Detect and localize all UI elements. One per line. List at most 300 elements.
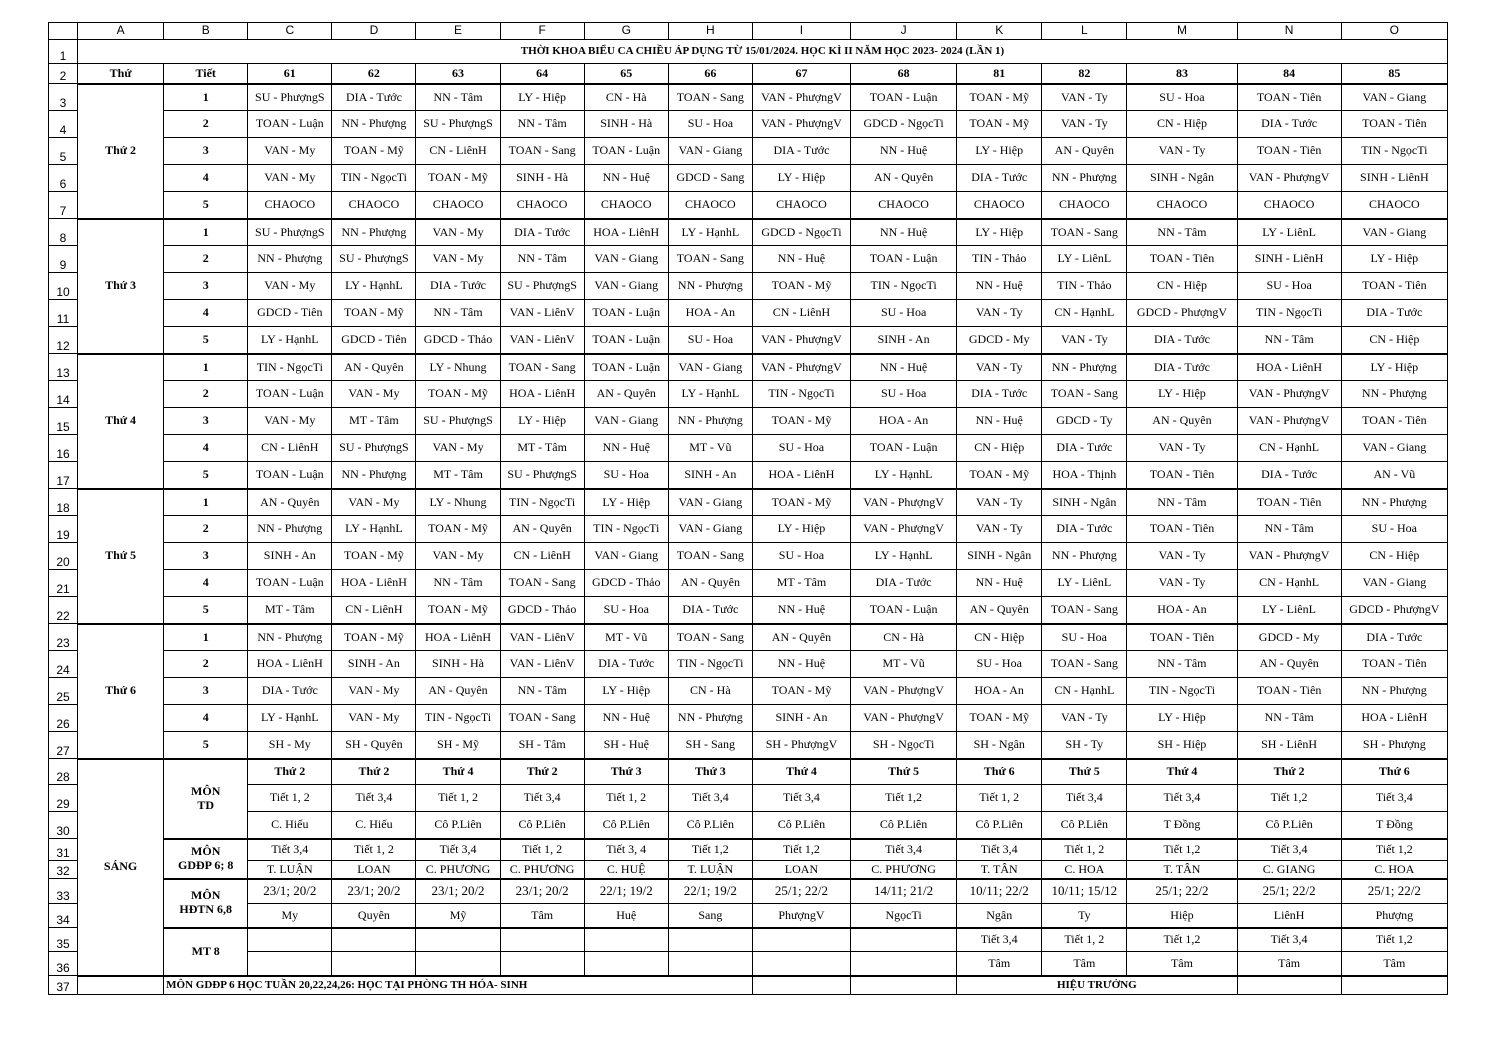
period-number[interactable]: 2 xyxy=(164,111,248,138)
td-teacher[interactable]: Cô P.Liên xyxy=(500,812,584,839)
td-teacher[interactable]: Cô P.Liên xyxy=(668,812,752,839)
footer-note[interactable]: MÔN GDĐP 6 HỌC TUẦN 20,22,24,26: HỌC TẠI PHÒNG TH HÓA- SINH xyxy=(164,976,753,995)
td-period[interactable]: Tiết 3,4 xyxy=(1042,785,1127,812)
day-label[interactable]: Thứ 5 xyxy=(78,489,164,624)
schedule-cell[interactable]: CN - LiênH xyxy=(416,138,500,165)
schedule-cell[interactable]: TIN - NgọcTi xyxy=(851,273,957,300)
schedule-cell[interactable]: NN - Phượng xyxy=(248,624,332,651)
schedule-cell[interactable]: VAN - Giang xyxy=(668,489,752,516)
schedule-cell[interactable]: TOAN - Tiên xyxy=(1341,273,1447,300)
schedule-cell[interactable]: TOAN - Mỹ xyxy=(332,138,416,165)
td-period[interactable]: Tiết 3,4 xyxy=(668,785,752,812)
mt8-period[interactable] xyxy=(416,928,500,952)
schedule-cell[interactable]: TOAN - Sang xyxy=(668,543,752,570)
schedule-cell[interactable]: DIA - Tước xyxy=(1237,111,1341,138)
hdtn-date[interactable]: 10/11; 22/2 xyxy=(957,879,1042,904)
schedule-cell[interactable]: TOAN - Mỹ xyxy=(332,300,416,327)
gddp-teacher[interactable]: C. HUỆ xyxy=(584,861,668,879)
schedule-cell[interactable]: VAN - PhượngV xyxy=(851,489,957,516)
schedule-cell[interactable]: NN - Huệ xyxy=(584,435,668,462)
hdtn-date[interactable]: 23/1; 20/2 xyxy=(500,879,584,904)
td-teacher[interactable]: Cô P.Liên xyxy=(957,812,1042,839)
schedule-cell[interactable]: NN - Phượng xyxy=(248,516,332,543)
row-number[interactable]: 34 xyxy=(49,904,78,928)
gddp-period[interactable]: Tiết 3,4 xyxy=(248,839,332,861)
schedule-cell[interactable]: AN - Quyên xyxy=(957,597,1042,624)
schedule-cell[interactable]: SH - LiênH xyxy=(1237,732,1341,759)
schedule-cell[interactable]: GDCD - My xyxy=(957,327,1042,354)
schedule-cell[interactable]: AN - Quyên xyxy=(416,678,500,705)
schedule-cell[interactable]: NN - Huệ xyxy=(851,138,957,165)
schedule-cell[interactable]: VAN - Ty xyxy=(1127,435,1237,462)
schedule-cell[interactable]: AN - Vũ xyxy=(1341,462,1447,489)
schedule-cell[interactable]: CHAOCO xyxy=(1237,192,1341,219)
schedule-cell[interactable]: TOAN - Tiên xyxy=(1237,678,1341,705)
schedule-cell[interactable]: VAN - PhượngV xyxy=(752,327,850,354)
mt8-teacher[interactable] xyxy=(248,952,332,976)
schedule-cell[interactable]: TOAN - Sang xyxy=(668,84,752,111)
schedule-cell[interactable]: SU - Hoa xyxy=(668,111,752,138)
hdtn-teacher[interactable]: Ngân xyxy=(957,904,1042,928)
schedule-cell[interactable]: VAN - Ty xyxy=(1042,705,1127,732)
schedule-cell[interactable]: SINH - Hà xyxy=(584,111,668,138)
mt8-label[interactable]: MT 8 xyxy=(164,928,248,976)
schedule-cell[interactable]: TIN - NgọcTi xyxy=(500,489,584,516)
td-teacher[interactable]: Cô P.Liên xyxy=(851,812,957,839)
schedule-cell[interactable]: SINH - An xyxy=(248,543,332,570)
period-number[interactable]: 5 xyxy=(164,597,248,624)
schedule-cell[interactable]: AN - Quyên xyxy=(1127,408,1237,435)
schedule-cell[interactable]: NN - Tâm xyxy=(500,111,584,138)
schedule-cell[interactable]: NN - Huệ xyxy=(957,408,1042,435)
td-day[interactable]: Thứ 3 xyxy=(584,759,668,785)
schedule-cell[interactable]: VAN - Ty xyxy=(1127,543,1237,570)
schedule-cell[interactable]: CN - Hà xyxy=(851,624,957,651)
schedule-cell[interactable]: SH - Ty xyxy=(1042,732,1127,759)
schedule-cell[interactable]: VAN - My xyxy=(416,435,500,462)
period-number[interactable]: 3 xyxy=(164,678,248,705)
schedule-cell[interactable]: MT - Vũ xyxy=(668,435,752,462)
schedule-cell[interactable]: DIA - Tước xyxy=(248,678,332,705)
schedule-cell[interactable]: VAN - Ty xyxy=(1042,84,1127,111)
schedule-cell[interactable]: HOA - An xyxy=(668,300,752,327)
schedule-cell[interactable]: TOAN - Luận xyxy=(584,354,668,381)
column-header[interactable]: K xyxy=(957,23,1042,40)
hdtn-teacher[interactable]: Mỹ xyxy=(416,904,500,928)
schedule-cell[interactable]: VAN - Ty xyxy=(1042,111,1127,138)
schedule-cell[interactable]: CN - Hiệp xyxy=(957,435,1042,462)
schedule-cell[interactable]: CHAOCO xyxy=(416,192,500,219)
empty-cell[interactable] xyxy=(1237,976,1341,995)
hdtn-teacher[interactable]: NgọcTi xyxy=(851,904,957,928)
schedule-cell[interactable]: CN - HạnhL xyxy=(1237,435,1341,462)
column-header[interactable]: G xyxy=(584,23,668,40)
schedule-cell[interactable]: SU - Hoa xyxy=(752,543,850,570)
schedule-cell[interactable]: GDCD - Tiên xyxy=(332,327,416,354)
class-header[interactable]: 66 xyxy=(668,64,752,84)
schedule-cell[interactable]: TOAN - Sang xyxy=(500,570,584,597)
td-period[interactable]: Tiết 1,2 xyxy=(1237,785,1341,812)
schedule-cell[interactable]: TOAN - Mỹ xyxy=(957,705,1042,732)
row-number[interactable]: 20 xyxy=(49,543,78,570)
schedule-cell[interactable]: CN - LiênH xyxy=(248,435,332,462)
row-number[interactable]: 17 xyxy=(49,462,78,489)
schedule-cell[interactable]: SU - PhượngS xyxy=(332,246,416,273)
gddp-period[interactable]: Tiết 1, 2 xyxy=(500,839,584,861)
schedule-cell[interactable]: TIN - NgọcTi xyxy=(752,381,850,408)
schedule-cell[interactable]: LY - HạnhL xyxy=(332,516,416,543)
schedule-cell[interactable]: DIA - Tước xyxy=(752,138,850,165)
schedule-cell[interactable]: VAN - PhượngV xyxy=(1237,408,1341,435)
schedule-cell[interactable]: SU - Hoa xyxy=(957,651,1042,678)
schedule-cell[interactable]: NN - Tâm xyxy=(1127,219,1237,246)
schedule-cell[interactable]: DIA - Tước xyxy=(1341,624,1447,651)
schedule-cell[interactable]: SU - PhượngS xyxy=(500,273,584,300)
schedule-cell[interactable]: NN - Tâm xyxy=(500,246,584,273)
row-number[interactable]: 29 xyxy=(49,785,78,812)
schedule-cell[interactable]: VAN - My xyxy=(332,705,416,732)
row-number[interactable]: 24 xyxy=(49,651,78,678)
mt8-period[interactable] xyxy=(752,928,850,952)
schedule-cell[interactable]: TOAN - Luận xyxy=(248,570,332,597)
schedule-cell[interactable]: SINH - An xyxy=(332,651,416,678)
schedule-cell[interactable]: NN - Huệ xyxy=(851,354,957,381)
schedule-cell[interactable]: CN - Hiệp xyxy=(957,624,1042,651)
schedule-cell[interactable]: VAN - My xyxy=(248,165,332,192)
schedule-cell[interactable]: LY - Hiệp xyxy=(957,219,1042,246)
schedule-cell[interactable]: HOA - LiênH xyxy=(416,624,500,651)
row-number[interactable]: 11 xyxy=(49,300,78,327)
schedule-cell[interactable]: VAN - My xyxy=(332,489,416,516)
schedule-cell[interactable]: MT - Tâm xyxy=(752,570,850,597)
hdtn-teacher[interactable]: Ty xyxy=(1042,904,1127,928)
schedule-cell[interactable]: AN - Quyên xyxy=(752,624,850,651)
mt8-period[interactable] xyxy=(584,928,668,952)
schedule-cell[interactable]: NN - Huệ xyxy=(752,597,850,624)
schedule-cell[interactable]: CN - LiênH xyxy=(500,543,584,570)
schedule-cell[interactable]: CN - HạnhL xyxy=(1237,570,1341,597)
gddp-teacher[interactable]: T. LUẬN xyxy=(248,861,332,879)
td-day[interactable]: Thứ 6 xyxy=(957,759,1042,785)
schedule-cell[interactable]: LY - HạnhL xyxy=(248,327,332,354)
schedule-cell[interactable]: HOA - LiênH xyxy=(584,219,668,246)
mt8-teacher[interactable]: Tâm xyxy=(1042,952,1127,976)
schedule-cell[interactable]: TIN - NgọcTi xyxy=(668,651,752,678)
column-header[interactable]: M xyxy=(1127,23,1237,40)
schedule-cell[interactable]: DIA - Tước xyxy=(1341,300,1447,327)
schedule-cell[interactable]: SINH - An xyxy=(752,705,850,732)
schedule-cell[interactable]: CN - Hiệp xyxy=(1127,273,1237,300)
hdtn-teacher[interactable]: LiênH xyxy=(1237,904,1341,928)
schedule-cell[interactable]: LY - Hiệp xyxy=(500,84,584,111)
schedule-cell[interactable]: TOAN - Sang xyxy=(500,705,584,732)
schedule-cell[interactable]: VAN - LiênV xyxy=(500,300,584,327)
hdtn-teacher[interactable]: My xyxy=(248,904,332,928)
schedule-cell[interactable]: CN - LiênH xyxy=(332,597,416,624)
schedule-cell[interactable]: DIA - Tước xyxy=(500,219,584,246)
mt8-period[interactable]: Tiết 1, 2 xyxy=(1042,928,1127,952)
period-number[interactable]: 4 xyxy=(164,165,248,192)
schedule-cell[interactable]: TOAN - Tiên xyxy=(1341,408,1447,435)
period-number[interactable]: 2 xyxy=(164,651,248,678)
schedule-cell[interactable]: TOAN - Tiên xyxy=(1341,111,1447,138)
schedule-cell[interactable]: SH - PhượngV xyxy=(752,732,850,759)
schedule-cell[interactable]: GDCD - Thảo xyxy=(416,327,500,354)
schedule-cell[interactable]: VAN - PhượngV xyxy=(851,705,957,732)
schedule-cell[interactable]: SH - Mỹ xyxy=(416,732,500,759)
class-header[interactable]: 61 xyxy=(248,64,332,84)
day-label[interactable]: Thứ 4 xyxy=(78,354,164,489)
gddp-period[interactable]: Tiết 1,2 xyxy=(1341,839,1447,861)
schedule-cell[interactable]: MT - Tâm xyxy=(248,597,332,624)
schedule-cell[interactable]: DIA - Tước xyxy=(668,597,752,624)
schedule-cell[interactable]: TOAN - Tiên xyxy=(1127,246,1237,273)
schedule-cell[interactable]: VAN - My xyxy=(332,678,416,705)
row-number[interactable]: 5 xyxy=(49,138,78,165)
schedule-cell[interactable]: SINH - Ngân xyxy=(957,543,1042,570)
schedule-cell[interactable]: VAN - My xyxy=(416,246,500,273)
td-teacher[interactable]: T Đồng xyxy=(1127,812,1237,839)
empty-cell[interactable] xyxy=(851,976,957,995)
schedule-cell[interactable]: CHAOCO xyxy=(752,192,850,219)
gddp-teacher[interactable]: T. TÂN xyxy=(1127,861,1237,879)
schedule-cell[interactable]: VAN - My xyxy=(248,138,332,165)
schedule-cell[interactable]: SU - Hoa xyxy=(584,597,668,624)
schedule-cell[interactable]: DIA - Tước xyxy=(851,570,957,597)
schedule-cell[interactable]: TOAN - Mỹ xyxy=(416,516,500,543)
hdtn-date[interactable]: 25/1; 22/2 xyxy=(752,879,850,904)
schedule-cell[interactable]: TOAN - Luận xyxy=(851,597,957,624)
schedule-cell[interactable]: VAN - My xyxy=(332,381,416,408)
td-day[interactable]: Thứ 6 xyxy=(1341,759,1447,785)
gddp-period[interactable]: Tiết 1,2 xyxy=(1127,839,1237,861)
period-number[interactable]: 5 xyxy=(164,192,248,219)
schedule-cell[interactable]: MT - Tâm xyxy=(500,435,584,462)
gddp-teacher[interactable]: C. HOA xyxy=(1042,861,1127,879)
schedule-cell[interactable]: SH - My xyxy=(248,732,332,759)
footer-principal[interactable]: HIỆU TRƯỞNG xyxy=(957,976,1237,995)
period-number[interactable]: 4 xyxy=(164,300,248,327)
schedule-cell[interactable]: NN - Huệ xyxy=(752,651,850,678)
schedule-cell[interactable]: SH - Sang xyxy=(668,732,752,759)
period-number[interactable]: 1 xyxy=(164,624,248,651)
schedule-cell[interactable]: TOAN - Mỹ xyxy=(416,165,500,192)
schedule-cell[interactable]: SU - PhượngS xyxy=(416,111,500,138)
row-number[interactable]: 32 xyxy=(49,861,78,879)
td-day[interactable]: Thứ 4 xyxy=(416,759,500,785)
schedule-cell[interactable]: VAN - LiênV xyxy=(500,651,584,678)
schedule-cell[interactable]: TOAN - Tiên xyxy=(1237,489,1341,516)
row-number[interactable]: 35 xyxy=(49,928,78,952)
mon-td-label[interactable] xyxy=(164,759,248,839)
mt8-teacher[interactable] xyxy=(584,952,668,976)
class-header[interactable]: 85 xyxy=(1341,64,1447,84)
td-period[interactable]: Tiết 1,2 xyxy=(851,785,957,812)
schedule-cell[interactable]: HOA - LiênH xyxy=(1341,705,1447,732)
period-number[interactable]: 3 xyxy=(164,408,248,435)
schedule-cell[interactable]: TOAN - Mỹ xyxy=(416,381,500,408)
schedule-cell[interactable]: TOAN - Sang xyxy=(1042,651,1127,678)
td-day[interactable]: Thứ 2 xyxy=(248,759,332,785)
row-number[interactable]: 37 xyxy=(49,976,78,995)
period-number[interactable]: 1 xyxy=(164,219,248,246)
schedule-cell[interactable]: TOAN - Sang xyxy=(1042,219,1127,246)
schedule-cell[interactable]: LY - HạnhL xyxy=(668,219,752,246)
empty-cell[interactable] xyxy=(78,976,164,995)
schedule-cell[interactable]: VAN - LiênV xyxy=(500,624,584,651)
schedule-cell[interactable]: DIA - Tước xyxy=(957,381,1042,408)
gddp-teacher[interactable]: C. PHƯƠNG xyxy=(851,861,957,879)
td-teacher[interactable]: C. Hiếu xyxy=(248,812,332,839)
header-tiet[interactable]: Tiết xyxy=(164,64,248,84)
schedule-cell[interactable]: VAN - Giang xyxy=(1341,435,1447,462)
gddp-period[interactable]: Tiết 3,4 xyxy=(1237,839,1341,861)
row-number[interactable]: 9 xyxy=(49,246,78,273)
schedule-cell[interactable]: VAN - LiênV xyxy=(500,327,584,354)
td-day[interactable]: Thứ 2 xyxy=(332,759,416,785)
class-header[interactable]: 68 xyxy=(851,64,957,84)
row-number[interactable]: 36 xyxy=(49,952,78,976)
schedule-cell[interactable]: CN - HạnhL xyxy=(1042,678,1127,705)
schedule-cell[interactable]: DIA - Tước xyxy=(957,165,1042,192)
schedule-cell[interactable]: MT - Tâm xyxy=(416,462,500,489)
gddp-period[interactable]: Tiết 3, 4 xyxy=(584,839,668,861)
period-number[interactable]: 2 xyxy=(164,246,248,273)
schedule-cell[interactable]: CHAOCO xyxy=(584,192,668,219)
mt8-period[interactable] xyxy=(851,928,957,952)
row-number[interactable]: 27 xyxy=(49,732,78,759)
mt8-teacher[interactable] xyxy=(332,952,416,976)
schedule-cell[interactable]: SINH - Ngân xyxy=(1127,165,1237,192)
schedule-cell[interactable]: DIA - Tước xyxy=(1042,516,1127,543)
schedule-cell[interactable]: VAN - Giang xyxy=(584,543,668,570)
schedule-cell[interactable]: NN - Phượng xyxy=(1042,354,1127,381)
schedule-cell[interactable]: VAN - Giang xyxy=(584,246,668,273)
schedule-cell[interactable]: TOAN - Mỹ xyxy=(752,678,850,705)
schedule-cell[interactable]: NN - Tâm xyxy=(500,678,584,705)
schedule-cell[interactable]: CN - Hà xyxy=(584,84,668,111)
hdtn-date[interactable]: 22/1; 19/2 xyxy=(668,879,752,904)
schedule-cell[interactable]: HOA - LiênH xyxy=(248,651,332,678)
schedule-cell[interactable]: AN - Quyên xyxy=(851,165,957,192)
schedule-cell[interactable]: AN - Quyên xyxy=(584,381,668,408)
row-number[interactable]: 21 xyxy=(49,570,78,597)
gddp-teacher[interactable]: LOAN xyxy=(332,861,416,879)
row-number[interactable]: 26 xyxy=(49,705,78,732)
hdtn-teacher[interactable]: Hiệp xyxy=(1127,904,1237,928)
schedule-cell[interactable]: TOAN - Luận xyxy=(584,327,668,354)
td-day[interactable]: Thứ 4 xyxy=(1127,759,1237,785)
mt8-period[interactable]: Tiết 1,2 xyxy=(1127,928,1237,952)
gddp-period[interactable]: Tiết 3,4 xyxy=(416,839,500,861)
td-teacher[interactable]: C. Hiếu xyxy=(332,812,416,839)
row-number[interactable]: 22 xyxy=(49,597,78,624)
td-teacher[interactable]: T Đồng xyxy=(1341,812,1447,839)
schedule-cell[interactable]: LY - Hiệp xyxy=(1341,246,1447,273)
schedule-cell[interactable]: AN - Quyên xyxy=(332,354,416,381)
period-number[interactable]: 1 xyxy=(164,354,248,381)
schedule-cell[interactable]: VAN - My xyxy=(416,543,500,570)
schedule-cell[interactable]: TOAN - Mỹ xyxy=(957,84,1042,111)
schedule-cell[interactable]: VAN - My xyxy=(248,273,332,300)
schedule-cell[interactable]: VAN - Giang xyxy=(668,138,752,165)
schedule-cell[interactable]: HOA - LiênH xyxy=(1237,354,1341,381)
mt8-period[interactable] xyxy=(332,928,416,952)
column-header[interactable]: B xyxy=(164,23,248,40)
schedule-cell[interactable]: SH - Tâm xyxy=(500,732,584,759)
hdtn-date[interactable]: 25/1; 22/2 xyxy=(1341,879,1447,904)
td-teacher[interactable]: Cô P.Liên xyxy=(752,812,850,839)
period-number[interactable]: 1 xyxy=(164,84,248,111)
schedule-cell[interactable]: TOAN - Mỹ xyxy=(332,543,416,570)
mt8-teacher[interactable] xyxy=(416,952,500,976)
td-day[interactable]: Thứ 4 xyxy=(752,759,850,785)
td-period[interactable]: Tiết 3,4 xyxy=(1127,785,1237,812)
row-number[interactable]: 8 xyxy=(49,219,78,246)
mt8-teacher[interactable] xyxy=(668,952,752,976)
hdtn-date[interactable]: 23/1; 20/2 xyxy=(416,879,500,904)
class-header[interactable]: 63 xyxy=(416,64,500,84)
schedule-cell[interactable]: GDCD - PhượngV xyxy=(1341,597,1447,624)
schedule-cell[interactable]: GDCD - Tiên xyxy=(248,300,332,327)
mon-hdtn-label[interactable] xyxy=(164,879,248,928)
period-number[interactable]: 3 xyxy=(164,543,248,570)
schedule-cell[interactable]: NN - Phượng xyxy=(1341,678,1447,705)
schedule-cell[interactable]: GDCD - PhượngV xyxy=(1127,300,1237,327)
schedule-cell[interactable]: VAN - Giang xyxy=(584,408,668,435)
schedule-cell[interactable]: LY - Hiệp xyxy=(1127,381,1237,408)
schedule-cell[interactable]: TOAN - Luận xyxy=(851,246,957,273)
schedule-cell[interactable]: TOAN - Sang xyxy=(668,246,752,273)
gddp-teacher[interactable]: T. LUẬN xyxy=(668,861,752,879)
schedule-cell[interactable]: CN - LiênH xyxy=(752,300,850,327)
period-number[interactable]: 3 xyxy=(164,273,248,300)
hdtn-date[interactable]: 14/11; 21/2 xyxy=(851,879,957,904)
schedule-cell[interactable]: DIA - Tước xyxy=(1127,354,1237,381)
schedule-cell[interactable]: NN - Phượng xyxy=(332,111,416,138)
class-header[interactable]: 84 xyxy=(1237,64,1341,84)
schedule-cell[interactable]: LY - Hiệp xyxy=(500,408,584,435)
schedule-cell[interactable]: CN - Hiệp xyxy=(1341,327,1447,354)
schedule-cell[interactable]: NN - Phượng xyxy=(1341,489,1447,516)
row-number[interactable]: 18 xyxy=(49,489,78,516)
schedule-cell[interactable]: LY - Nhung xyxy=(416,489,500,516)
schedule-cell[interactable]: LY - Nhung xyxy=(416,354,500,381)
empty-cell[interactable] xyxy=(752,976,850,995)
schedule-cell[interactable]: SU - PhượngS xyxy=(248,219,332,246)
schedule-cell[interactable]: TOAN - Luận xyxy=(584,300,668,327)
td-period[interactable]: Tiết 3,4 xyxy=(500,785,584,812)
schedule-cell[interactable]: TOAN - Mỹ xyxy=(416,597,500,624)
schedule-cell[interactable]: TIN - NgọcTi xyxy=(584,516,668,543)
schedule-cell[interactable]: SINH - An xyxy=(851,327,957,354)
schedule-cell[interactable]: SU - Hoa xyxy=(851,381,957,408)
column-header[interactable]: L xyxy=(1042,23,1127,40)
schedule-cell[interactable]: VAN - Ty xyxy=(1042,327,1127,354)
schedule-cell[interactable]: VAN - Giang xyxy=(1341,84,1447,111)
schedule-cell[interactable]: GDCD - NgọcTi xyxy=(851,111,957,138)
schedule-cell[interactable]: HOA - An xyxy=(1127,597,1237,624)
schedule-cell[interactable]: AN - Quyên xyxy=(1237,651,1341,678)
row-number[interactable]: 2 xyxy=(49,64,78,84)
schedule-cell[interactable]: NN - Phượng xyxy=(1341,381,1447,408)
schedule-cell[interactable]: AN - Quyên xyxy=(248,489,332,516)
schedule-cell[interactable]: VAN - Ty xyxy=(957,300,1042,327)
column-header[interactable]: C xyxy=(248,23,332,40)
gddp-period[interactable]: Tiết 1,2 xyxy=(668,839,752,861)
schedule-cell[interactable]: HOA - An xyxy=(851,408,957,435)
schedule-cell[interactable]: SU - Hoa xyxy=(1341,516,1447,543)
